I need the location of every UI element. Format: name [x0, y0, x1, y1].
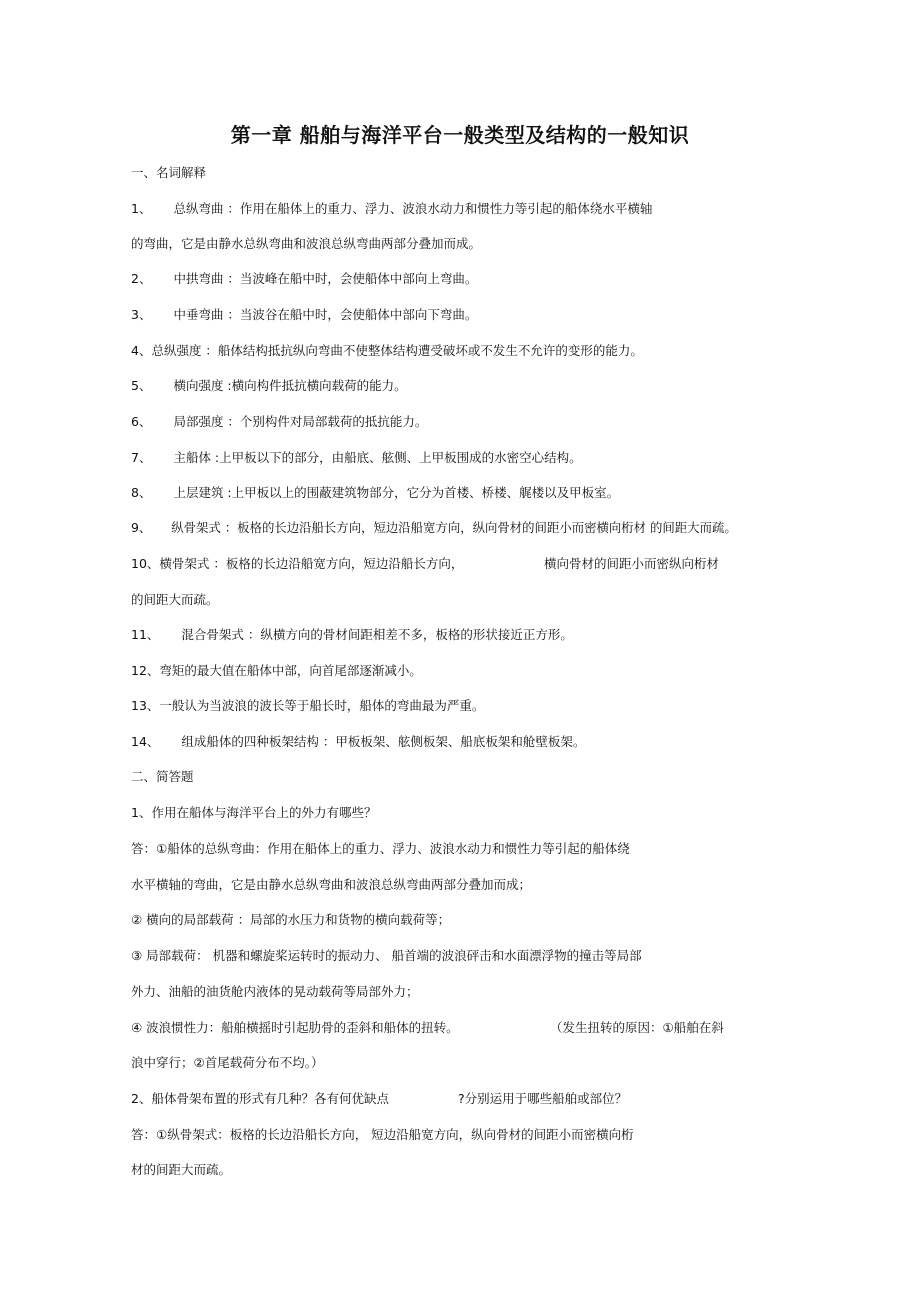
term-number: 8、 [131, 485, 152, 500]
term-text: 总纵强度 ：船体结构抵抗纵向弯曲不使整体结构遭受破坏或不发生不允许的变形的能力。 [151, 343, 643, 358]
term-continuation: 的间距大而疏。 [131, 592, 219, 607]
term-text: 混合骨架式 ：纵横方向的骨材间距相差不多，板格的形状接近正方形。 [181, 627, 573, 642]
term-text: 纵骨架式 ：板格的长边沿船长方向，短边沿船宽方向，纵向骨材的间距小而密横向桁材 的间距大而疏。 [171, 520, 737, 535]
term-item [131, 662, 422, 680]
term-number: 6、 [131, 414, 152, 429]
answer-1-note: （发生扭转的原因：①船舶在斜 [550, 1020, 724, 1035]
term-number: 2、 [131, 271, 152, 286]
answer-1-line: 水平横轴的弯曲，它是由静水总纵弯曲和波浪总纵弯曲两部分叠加而成； [131, 877, 532, 892]
term-item [131, 377, 407, 395]
term-text: 组成船体的四种板架结构 ：甲板板架、舷侧板架、船底板架和舱壁板架。 [181, 734, 586, 749]
term-number: 13、 [131, 698, 160, 713]
page-title: 第一章 船舶与海洋平台一般类型及结构的一般知识 [230, 123, 690, 147]
term-item [131, 697, 484, 715]
term-number: 1、 [131, 201, 152, 216]
term-number: 3、 [131, 307, 152, 322]
term-item [131, 200, 652, 218]
question-2: 2、船体骨架布置的形式有几种？各有何优缺点 [131, 1091, 389, 1106]
term-continuation: 的弯曲，它是由静水总纵弯曲和波浪总纵弯曲两部分叠加而成。 [131, 236, 482, 251]
question-1: 1、作用在船体与海洋平台上的外力有哪些？ [131, 805, 377, 820]
term-number: 12、 [131, 663, 160, 678]
term-number: 5、 [131, 378, 152, 393]
term-item [131, 342, 643, 360]
term-text: 上层建筑 :上甲板以上的围蔽建筑物部分，它分为首楼、桥楼、艉楼以及甲板室。 [173, 485, 620, 500]
question-2-continued: ?分别运用于哪些船舶或部位？ [458, 1091, 628, 1106]
term-number: 4、 [131, 343, 152, 358]
term-item [131, 555, 463, 573]
answer-1-line: 浪中穿行；②首尾载荷分布不均。） [131, 1055, 324, 1070]
term-number: 7、 [131, 450, 152, 465]
term-number: 10、 [131, 556, 160, 571]
term-text: 中垂弯曲 ：当波谷在船中时，会使船体中部向下弯曲。 [173, 307, 478, 322]
section-heading-qa: 二、简答题 [131, 769, 194, 784]
answer-1-line: 答：①船体的总纵弯曲：作用在船体上的重力、浮力、波浪水动力和惯性力等引起的船体绕 [131, 841, 630, 856]
term-text: 主船体 :上甲板以下的部分，由船底、舷侧、上甲板围成的水密空心结构。 [173, 450, 582, 465]
term-item [131, 484, 619, 502]
term-number: 14、 [131, 734, 160, 749]
term-text: 总纵弯曲 ：作用在船体上的重力、浮力、波浪水动力和惯性力等引起的船体绕水平横轴 [173, 201, 653, 216]
term-number: 11、 [131, 627, 160, 642]
term-number: 9、 [131, 520, 152, 535]
answer-2-line: 材的间距大而疏。 [131, 1162, 232, 1177]
term-item [131, 306, 477, 324]
term-text: 横骨架式 ：板格的长边沿船宽方向，短边沿船长方向， [159, 556, 464, 571]
term-text: 横向强度 :横向构件抵抗横向载荷的能力。 [173, 378, 407, 393]
term-item [131, 733, 585, 751]
answer-2-line: 答：①纵骨架式：板格的长边沿船长方向， 短边沿船宽方向，纵向骨材的间距小而密横向桁 [131, 1127, 634, 1142]
answer-1-line: 外力、油船的油货舱内液体的晃动载荷等局部外力； [131, 984, 419, 999]
term-item [131, 626, 573, 644]
term-item [131, 413, 427, 431]
answer-1-line: ④ 波浪惯性力：船舶横摇时引起肋骨的歪斜和船体的扭转。 [131, 1020, 459, 1035]
term-item [131, 519, 737, 537]
term-item [131, 270, 477, 288]
term-text: 局部强度 ：个别构件对局部载荷的抵抗能力。 [173, 414, 428, 429]
term-text: 弯矩的最大值在船体中部，向首尾部逐渐减小。 [159, 663, 422, 678]
section-heading-terms: 一、名词解释 [131, 165, 207, 180]
term-item [131, 449, 582, 467]
term-text: 中拱弯曲 ：当波峰在船中时，会使船体中部向上弯曲。 [173, 271, 478, 286]
term-text: 一般认为当波浪的波长等于船长时，船体的弯曲最为严重。 [159, 698, 485, 713]
answer-1-line: ② 横向的局部载荷 ：局部的水压力和货物的横向载荷等； [131, 912, 451, 927]
term-text-segment: 横向骨材的间距小而密纵向桁材 [544, 556, 720, 571]
answer-1-line: ③ 局部载荷： 机器和螺旋桨运转时的振动力、 船首端的波浪砰击和水面漂浮物的撞击等局部 [131, 948, 642, 963]
